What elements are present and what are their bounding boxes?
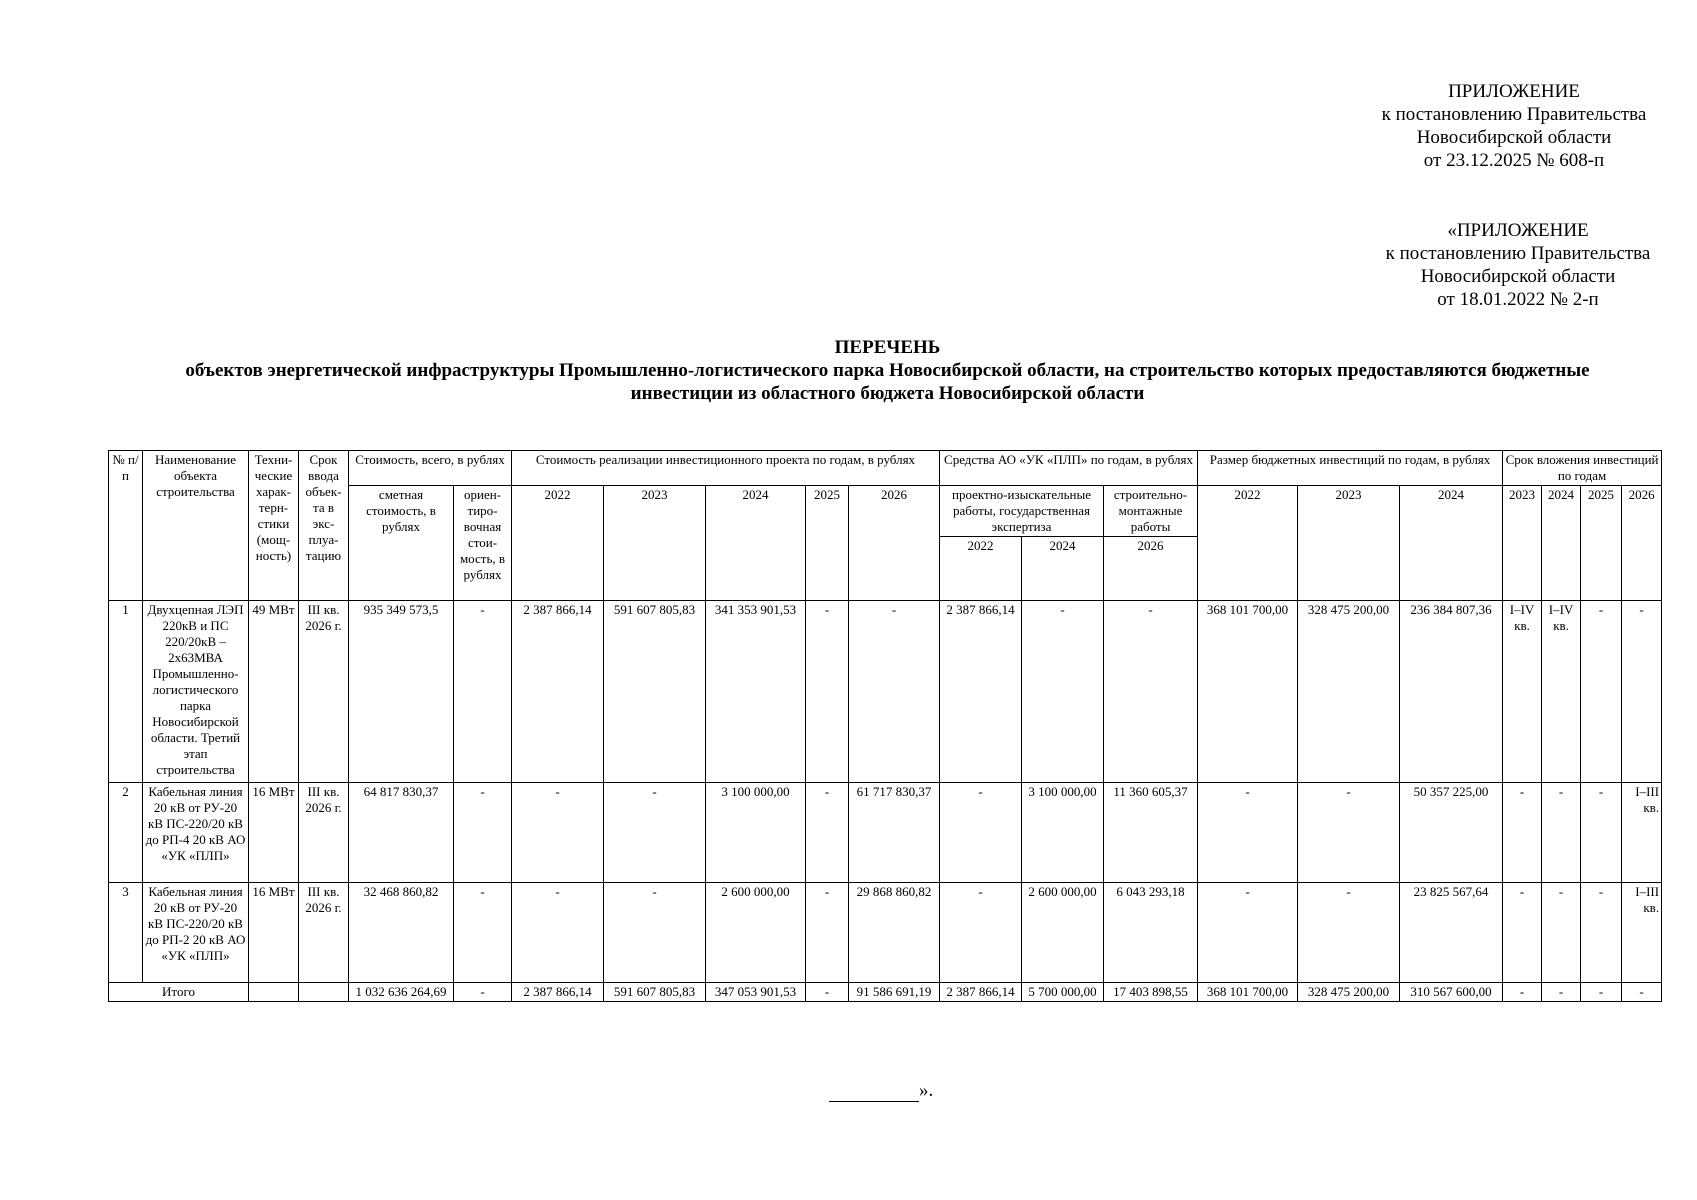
- cell-term-2026: -: [1622, 601, 1662, 783]
- cell-term-2025: -: [1581, 783, 1622, 883]
- cell-ao-2024: -: [1022, 601, 1104, 783]
- title-heading: ПЕРЕЧЕНЬ: [834, 337, 941, 358]
- header-cost-total: Стоимость, всего, в рублях: [349, 451, 512, 486]
- cell-tech: 16 МВт: [249, 783, 299, 883]
- cell-budget-2022: -: [1198, 783, 1298, 883]
- cell-project-2026: 29 868 860,82: [849, 883, 940, 983]
- cell-budget-2024: 50 357 225,00: [1400, 783, 1503, 883]
- header-ao-construct: строительно-монтажные работы: [1104, 486, 1198, 537]
- total-term-2024: -: [1542, 983, 1581, 1002]
- header-year: 2024: [1022, 537, 1104, 601]
- cell-project-2022: -: [512, 783, 604, 883]
- total-project-2022: 2 387 866,14: [512, 983, 604, 1002]
- table-row: [109, 883, 1662, 983]
- cell-project-2024: 341 353 901,53: [706, 601, 806, 783]
- header-year: 2024: [1400, 486, 1503, 601]
- cell-term: III кв. 2026 г.: [299, 783, 349, 883]
- closing-quote: ».: [919, 1080, 934, 1101]
- cell-project-2025: -: [806, 601, 849, 783]
- cell-project-2025: -: [806, 783, 849, 883]
- cell-budget-2023: -: [1298, 783, 1400, 883]
- cell-project-2026: -: [849, 601, 940, 783]
- cell-term-2023: -: [1503, 883, 1542, 983]
- header-year: 2022: [512, 486, 604, 601]
- total-cost-estimate: 1 032 636 264,69: [349, 983, 454, 1002]
- cell-term-2024: I–IV кв.: [1542, 601, 1581, 783]
- appendix-region: Новосибирской области: [1420, 266, 1616, 287]
- cell-term-2025: -: [1581, 601, 1622, 783]
- total-term-2023: -: [1503, 983, 1542, 1002]
- total-project-2025: -: [806, 983, 849, 1002]
- total-ao-2026: 17 403 898,55: [1104, 983, 1198, 1002]
- cell-term-2025: -: [1581, 883, 1622, 983]
- cell-project-2023: -: [604, 883, 706, 983]
- objects-table: [108, 450, 1662, 1002]
- cell-ao-2022: -: [940, 783, 1022, 883]
- header-project-by-years: Стоимость реализации инвестиционного проекта по годам, в рублях: [512, 451, 940, 486]
- cell-ao-2026: 6 043 293,18: [1104, 883, 1198, 983]
- header-year: 2024: [706, 486, 806, 601]
- header-cost-estimate: сметная стоимость, в рублях: [349, 486, 454, 601]
- cell-term-2024: -: [1542, 883, 1581, 983]
- header-name: Наименование объекта строительства: [143, 451, 249, 601]
- cell-ao-2026: 11 360 605,37: [1104, 783, 1198, 883]
- cell-term-2024: -: [1542, 783, 1581, 883]
- appendix-title: «ПРИЛОЖЕНИЕ: [1447, 220, 1589, 241]
- cell-budget-2023: 328 475 200,00: [1298, 601, 1400, 783]
- cell-cost-approx: -: [454, 783, 512, 883]
- total-cost-approx: -: [454, 983, 512, 1002]
- appendix-old-header: [1368, 219, 1668, 311]
- table-row: [109, 601, 1662, 783]
- cell-project-2024: 2 600 000,00: [706, 883, 806, 983]
- cell-project-2025: -: [806, 883, 849, 983]
- total-label: Итого: [109, 983, 249, 1002]
- cell-name: Кабельная линия 20 кВ от РУ-20 кВ ПС-220/20 кВ до РП-2 20 кВ АО «УК «ПЛП»: [143, 883, 249, 983]
- cell-ao-2026: -: [1104, 601, 1198, 783]
- header-row-1: [109, 451, 1662, 486]
- total-ao-2024: 5 700 000,00: [1022, 983, 1104, 1002]
- cell-budget-2023: -: [1298, 883, 1400, 983]
- header-year: 2023: [1503, 486, 1542, 601]
- total-project-2024: 347 053 901,53: [706, 983, 806, 1002]
- header-year: 2025: [806, 486, 849, 601]
- cell-project-2022: 2 387 866,14: [512, 601, 604, 783]
- header-year: 2022: [940, 537, 1022, 601]
- total-term-2026: -: [1622, 983, 1662, 1002]
- appendix-date: от 23.12.2025 № 608-п: [1423, 150, 1605, 171]
- signature-line: [829, 1083, 919, 1102]
- appendix-region: Новосибирской области: [1416, 127, 1612, 148]
- cell-cost-estimate: 64 817 830,37: [349, 783, 454, 883]
- total-term-2025: -: [1581, 983, 1622, 1002]
- cell-empty: [249, 983, 299, 1002]
- cell-num: 3: [109, 883, 143, 983]
- header-year: 2026: [849, 486, 940, 601]
- header-cost-approx: ориен-тиро-вочная стои-мость, в рублях: [454, 486, 512, 601]
- total-ao-2022: 2 387 866,14: [940, 983, 1022, 1002]
- total-budget-2022: 368 101 700,00: [1198, 983, 1298, 1002]
- header-ao-funds: Средства АО «УК «ПЛП» по годам, в рублях: [940, 451, 1198, 486]
- appendix-date: от 18.01.2022 № 2-п: [1437, 289, 1599, 310]
- cell-ao-2024: 2 600 000,00: [1022, 883, 1104, 983]
- header-year: 2023: [1298, 486, 1400, 601]
- cell-ao-2022: 2 387 866,14: [940, 601, 1022, 783]
- cell-num: 1: [109, 601, 143, 783]
- cell-tech: 16 МВт: [249, 883, 299, 983]
- cell-budget-2024: 236 384 807,36: [1400, 601, 1503, 783]
- cell-project-2023: -: [604, 783, 706, 883]
- header-year: 2022: [1198, 486, 1298, 601]
- total-row: [109, 983, 1662, 1002]
- total-budget-2023: 328 475 200,00: [1298, 983, 1400, 1002]
- cell-term-2026: I–III кв.: [1622, 883, 1662, 983]
- total-budget-2024: 310 567 600,00: [1400, 983, 1503, 1002]
- cell-term-2023: -: [1503, 783, 1542, 883]
- header-term: Срок ввода объек-та в экс-плуа-тацию: [299, 451, 349, 601]
- document-title: [100, 336, 1675, 405]
- cell-empty: [299, 983, 349, 1002]
- cell-ao-2024: 3 100 000,00: [1022, 783, 1104, 883]
- appendix-ref: к постановлению Правительства: [1381, 104, 1647, 125]
- cell-project-2023: 591 607 805,83: [604, 601, 706, 783]
- cell-project-2026: 61 717 830,37: [849, 783, 940, 883]
- appendix-ref: к постановлению Правительства: [1385, 243, 1651, 264]
- cell-term-2023: I–IV кв.: [1503, 601, 1542, 783]
- cell-tech: 49 МВт: [249, 601, 299, 783]
- cell-cost-approx: -: [454, 883, 512, 983]
- title-line: инвестиции из областного бюджета Новосибирской области: [630, 383, 1145, 404]
- cell-cost-estimate: 32 468 860,82: [349, 883, 454, 983]
- header-budget-by-years: Размер бюджетных инвестиций по годам, в рублях: [1198, 451, 1503, 486]
- cell-project-2024: 3 100 000,00: [706, 783, 806, 883]
- header-ao-design: проектно-изыскательные работы, государственная экспертиза: [940, 486, 1104, 537]
- closing-mark: [829, 1080, 933, 1102]
- cell-num: 2: [109, 783, 143, 883]
- header-year: 2023: [604, 486, 706, 601]
- table-row: [109, 783, 1662, 883]
- cell-term: III кв. 2026 г.: [299, 883, 349, 983]
- cell-budget-2024: 23 825 567,64: [1400, 883, 1503, 983]
- cell-term-2026: I–III кв.: [1622, 783, 1662, 883]
- cell-name: Двухцепная ЛЭП 220кВ и ПС 220/20кВ – 2х63МВА Промышленно-логистического парка Новосибирской области. Третий этап строительства: [143, 601, 249, 783]
- header-year: 2025: [1581, 486, 1622, 601]
- title-line: объектов энергетической инфраструктуры Промышленно-логистического парка Новосибирской области, на строительство которых предоставляются бюджетные: [185, 360, 1590, 381]
- cell-name: Кабельная линия 20 кВ от РУ-20 кВ ПС-220/20 кВ до РП-4 20 кВ АО «УК «ПЛП»: [143, 783, 249, 883]
- header-year: 2026: [1622, 486, 1662, 601]
- appendix-new-header: [1364, 80, 1664, 172]
- cell-project-2022: -: [512, 883, 604, 983]
- header-num: № п/п: [109, 451, 143, 601]
- cell-term: III кв. 2026 г.: [299, 601, 349, 783]
- cell-budget-2022: 368 101 700,00: [1198, 601, 1298, 783]
- total-project-2026: 91 586 691,19: [849, 983, 940, 1002]
- header-tech: Техни-ческие харак-терн-стики (мощ-ность): [249, 451, 299, 601]
- cell-cost-approx: -: [454, 601, 512, 783]
- header-year: 2024: [1542, 486, 1581, 601]
- cell-budget-2022: -: [1198, 883, 1298, 983]
- cell-ao-2022: -: [940, 883, 1022, 983]
- total-project-2023: 591 607 805,83: [604, 983, 706, 1002]
- header-invest-term: Срок вложения инвестиций по годам: [1503, 451, 1662, 486]
- appendix-title: ПРИЛОЖЕНИЕ: [1448, 81, 1580, 102]
- cell-cost-estimate: 935 349 573,5: [349, 601, 454, 783]
- header-year: 2026: [1104, 537, 1198, 601]
